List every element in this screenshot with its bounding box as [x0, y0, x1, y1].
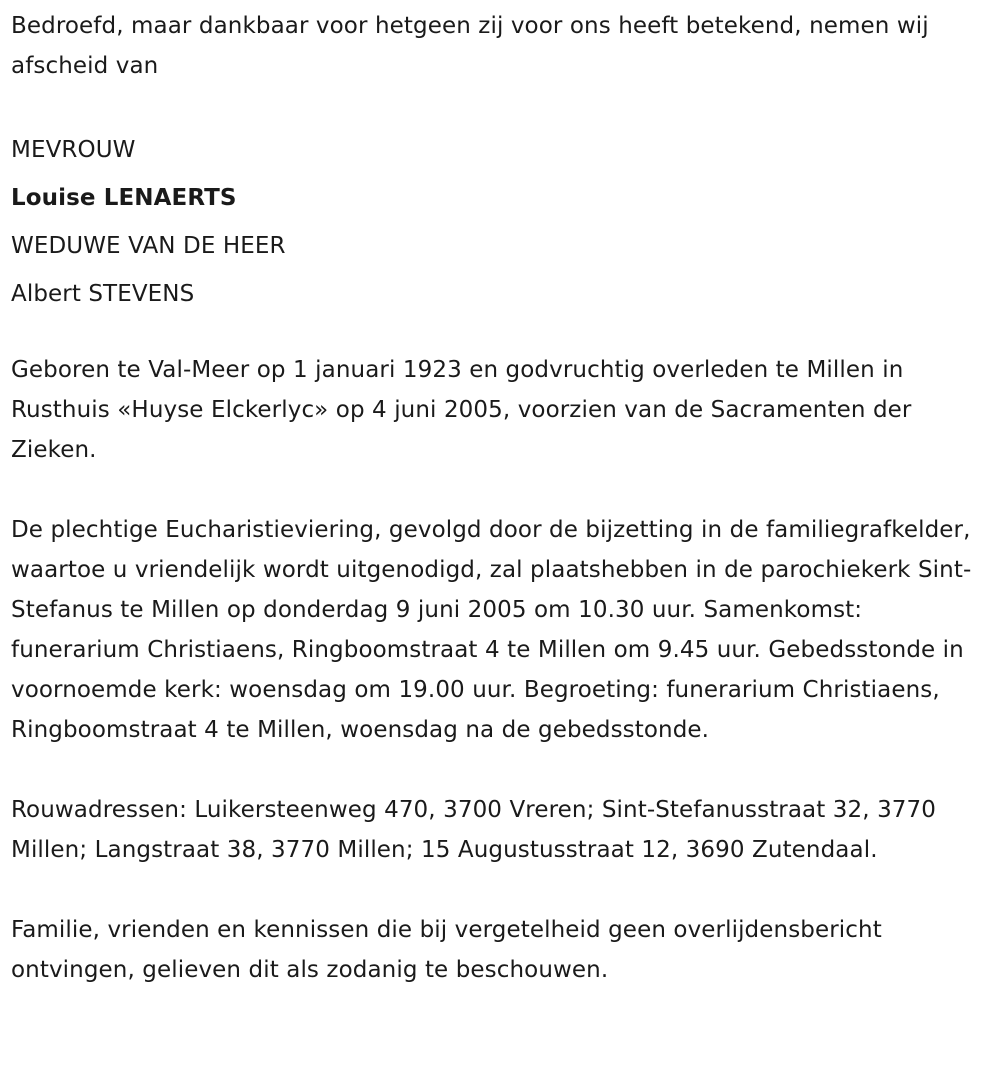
intro-text: Bedroefd, maar dankbaar voor hetgeen zij voor ons heeft betekend, nemen wij afscheid van — [11, 13, 929, 79]
spacer — [11, 470, 990, 510]
spacer — [11, 318, 990, 350]
title-prefix: MEVROUW — [11, 137, 136, 163]
deceased-name: Louise LENAERTS — [11, 185, 237, 211]
spouse-name: Albert STEVENS — [11, 281, 195, 307]
name-block — [11, 126, 990, 318]
spacer — [11, 86, 990, 126]
spacer — [11, 750, 990, 790]
spacer — [11, 870, 990, 910]
widow-of-label: WEDUWE VAN DE HEER — [11, 233, 286, 259]
birth-death-paragraph: Geboren te Val-Meer op 1 januari 1923 en godvruchtig overleden te Millen in Rusthuis «Huyse Elckerlyc» op 4 juni 2005, voorzien van de Sacramenten der Zieken. — [11, 357, 912, 463]
addresses-paragraph: Rouwadressen: Luikersteenweg 470, 3700 Vreren; Sint-Stefanusstraat 32, 3770 Millen; Langstraat 38, 3770 Millen; 15 Augustusstraat 12, 3690 Zutendaal. — [11, 797, 937, 863]
closing-paragraph: Familie, vrienden en kennissen die bij vergetelheid geen overlijdensbericht ontvingen, gelieven dit als zodanig te beschouwen. — [11, 917, 882, 983]
ceremony-paragraph: De plechtige Eucharistieviering, gevolgd door de bijzetting in de familiegrafkelder, waartoe u vriendelijk wordt uitgenodigd, zal plaatshebben in de parochiekerk Sint-Stefanus te Millen op donderdag 9 juni 2005 om 10.30 uur. Samenkomst: funerarium Christiaens, Ringboomstraat 4 te Millen om 9.45 uur. Gebedsstonde in voornoemde kerk: woensdag om 19.00 uur. Begroeting: funerarium Christiaens, Ringboomstraat 4 te Millen, woensdag na de gebedsstonde. — [11, 517, 972, 743]
